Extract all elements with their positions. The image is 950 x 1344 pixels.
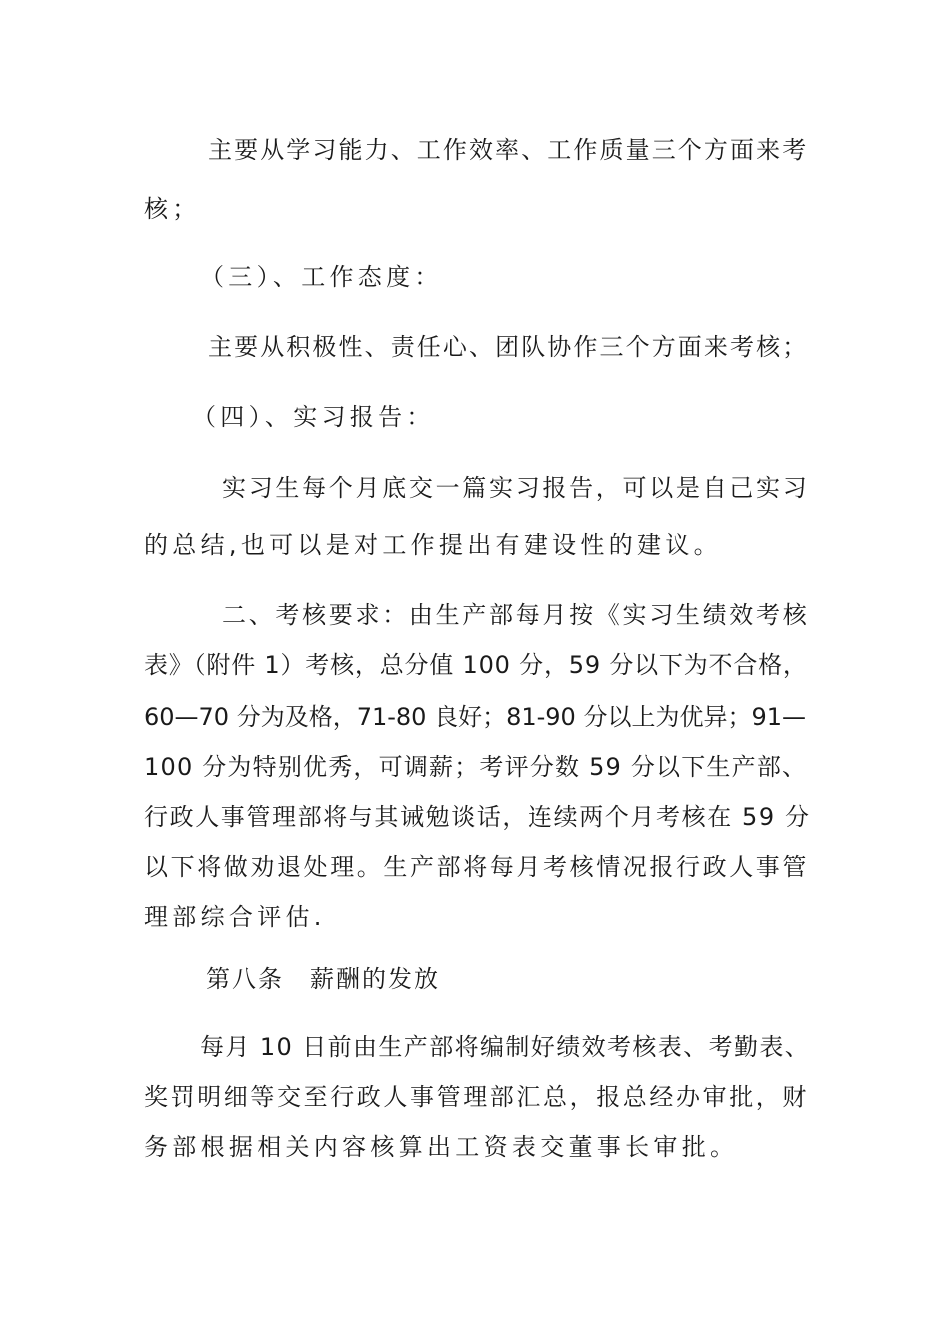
paragraph-line: 60—70 分为及格，71-80 良好；81-90 分以上为优异；91— (144, 703, 806, 731)
paragraph-line: 主要从积极性、责任心、团队协作三个方面来考核； (208, 333, 809, 361)
paragraph-line: 实习生每个月底交一篇实习报告，可以是自己实习 (222, 474, 810, 502)
paragraph-line: 核； (144, 195, 201, 223)
paragraph-line: 主要从学习能力、工作效率、工作质量三个方面来考 (208, 136, 809, 164)
paragraph-line: 100 分为特别优秀，可调薪；考评分数 59 分以下生产部、 (144, 753, 808, 781)
paragraph-line: 表》（附件 1）考核，总分值 100 分，59 分以下为不合格， (144, 651, 808, 679)
paragraph-line: 理部综合评估. (144, 903, 326, 931)
paragraph-line: 的总结,也可以是对工作提出有建设性的建议。 (144, 531, 722, 559)
paragraph-line: 务部根据相关内容核算出工资表交董事长审批。 (144, 1133, 739, 1161)
section-heading: （三）、工作态度： (200, 263, 443, 291)
paragraph-line: 二、考核要求：由生产部每月按《实习生绩效考核 (222, 601, 810, 629)
paragraph-line: 每月 10 日前由生产部将编制好绩效考核表、考勤表、 (200, 1033, 811, 1061)
section-heading: （四）、实习报告： (192, 403, 435, 431)
paragraph-line: 以下将做劝退处理。生产部将每月考核情况报行政人事管 (144, 853, 809, 881)
paragraph-line: 奖罚明细等交至行政人事管理部汇总，报总经办审批，财 (144, 1083, 809, 1111)
paragraph-line: 行政人事管理部将与其诫勉谈话，连续两个月考核在 59 分 (144, 803, 811, 831)
article-heading: 第八条 薪酬的发放 (206, 965, 440, 993)
